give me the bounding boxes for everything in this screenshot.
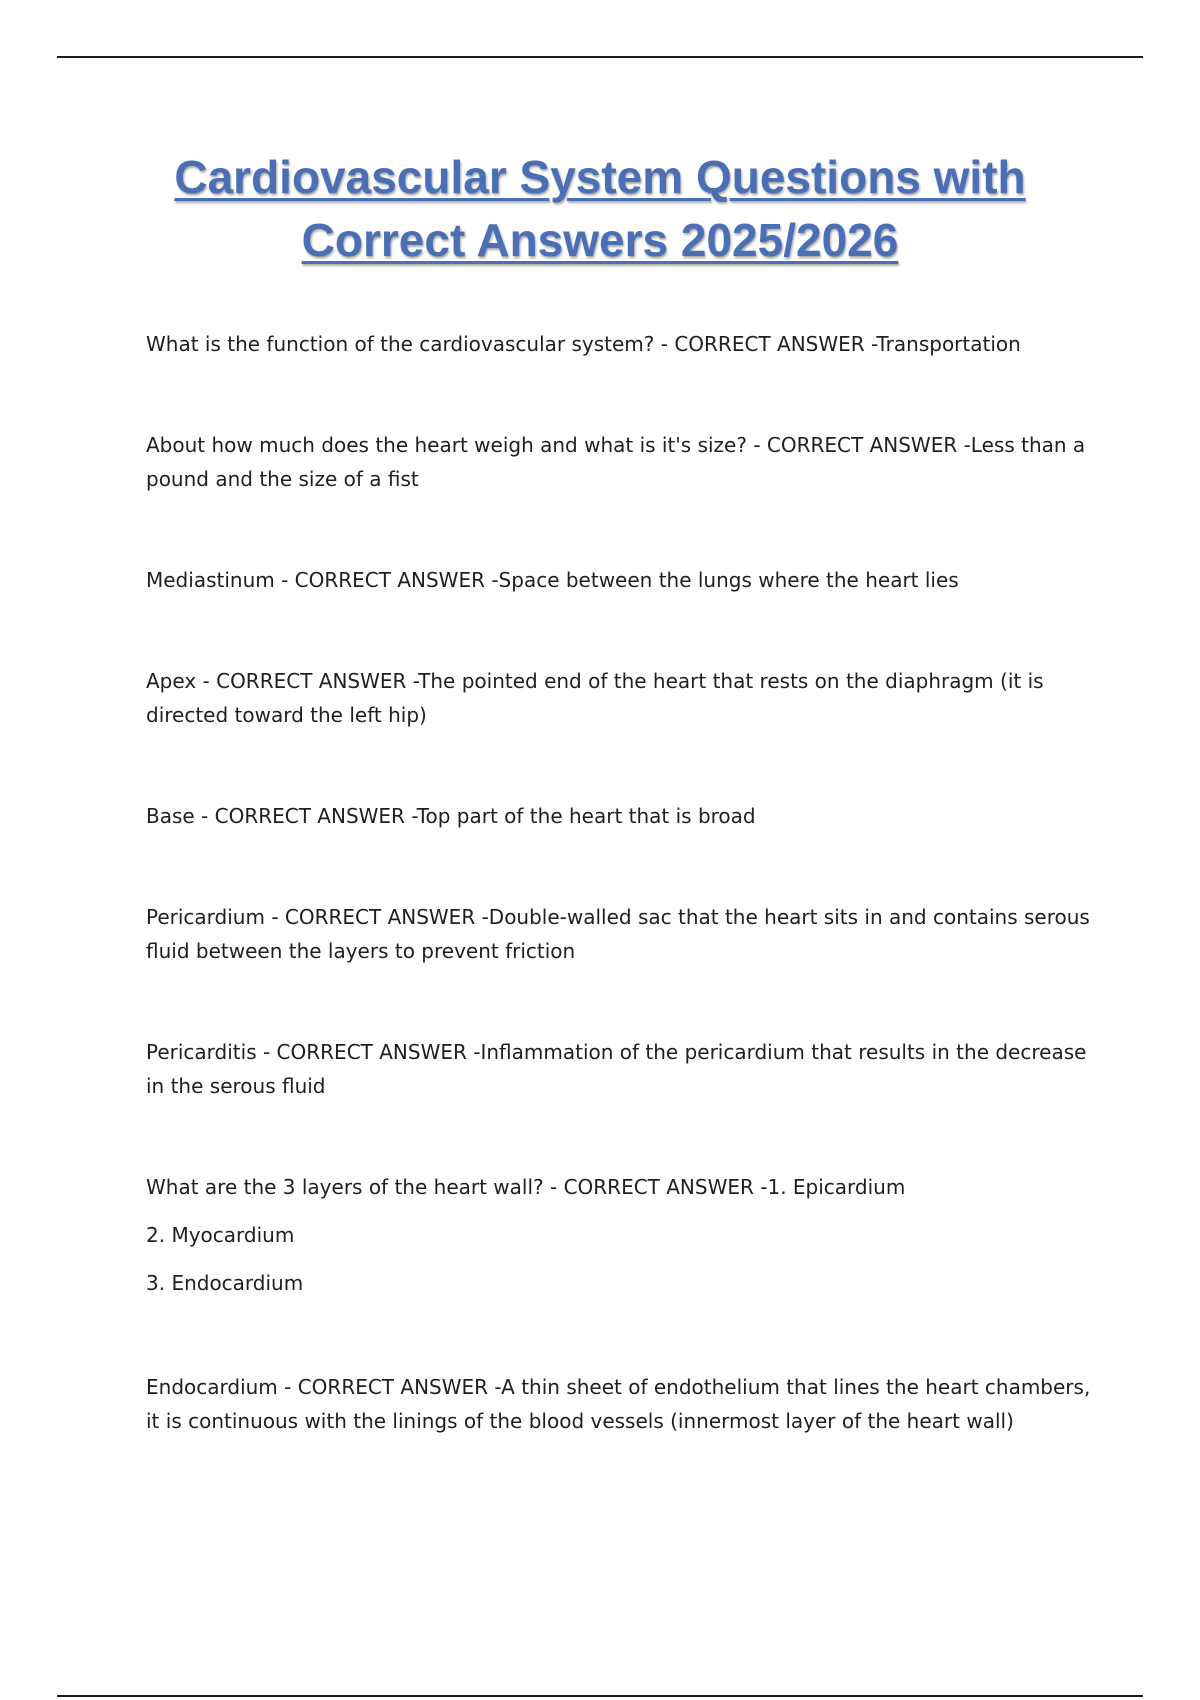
qa-item-pericarditis: Pericarditis - CORRECT ANSWER -Inflammation of the pericardium that results in the decrease in the serous fluid xyxy=(146,1040,1087,1098)
bottom-rule xyxy=(57,1695,1143,1697)
qa-heart-wall-line-2: 2. Myocardium xyxy=(146,1223,295,1247)
qa-item-endocardium: Endocardium - CORRECT ANSWER -A thin sheet of endothelium that lines the heart chambers, it is continuous with the linings of the blood vessels (innermost layer of the heart wall) xyxy=(146,1375,1091,1433)
qa-item-base: Base - CORRECT ANSWER -Top part of the heart that is broad xyxy=(146,804,756,828)
qa-item-apex: Apex - CORRECT ANSWER -The pointed end of the heart that rests on the diaphragm (it is directed toward the left hip) xyxy=(146,669,1044,727)
top-rule xyxy=(57,56,1143,58)
qa-item-function: What is the function of the cardiovascular system? - CORRECT ANSWER -Transportation xyxy=(146,332,1021,356)
qa-item-heart-weight: About how much does the heart weigh and what is it's size? - CORRECT ANSWER -Less than a pound and the size of a fist xyxy=(146,433,1086,491)
qa-heart-wall-line-3: 3. Endocardium xyxy=(146,1271,304,1295)
qa-heart-wall-line-1: What are the 3 layers of the heart wall? - CORRECT ANSWER -1. Epicardium xyxy=(146,1175,906,1199)
qa-item-mediastinum: Mediastinum - CORRECT ANSWER -Space between the lungs where the heart lies xyxy=(146,568,959,592)
title-line-2: Correct Answers 2025/2026 xyxy=(301,214,899,266)
qa-item-pericardium: Pericardium - CORRECT ANSWER -Double-walled sac that the heart sits in and contains serous fluid between the layers to prevent friction xyxy=(146,905,1090,963)
qa-item-heart-wall-layers xyxy=(146,1170,1096,1300)
document-title xyxy=(80,146,1120,272)
title-line-1: Cardiovascular System Questions with xyxy=(174,151,1026,203)
